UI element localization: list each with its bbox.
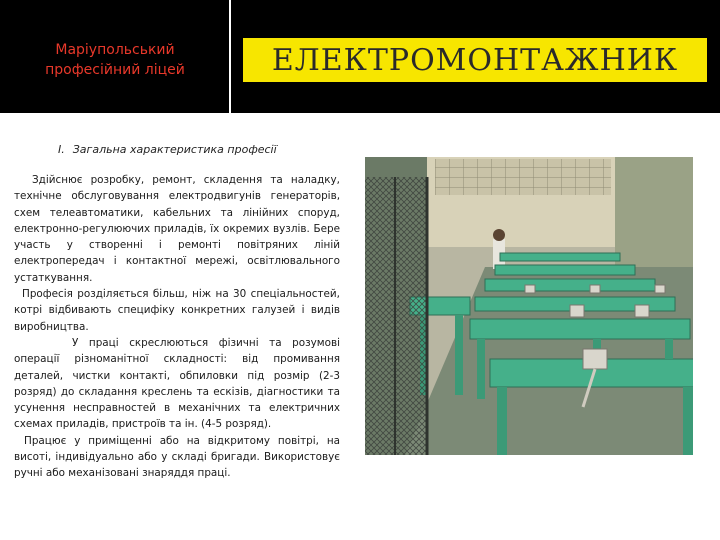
paragraph: Здійснює розробку, ремонт, складення та наладку, технічне обслуговування електродвигунів генераторів, схем телеавтоматики, кабельних та лінійних споруд, електронно-регулюючих приладів, їх окремих вузлів. Бере участь у створенні і ремонті повітряних ліній електропередач і контактної мережі, освітлювального устаткування.	[14, 174, 340, 284]
workshop-photo	[365, 157, 693, 455]
header-bar	[0, 0, 720, 113]
section-number: I.	[58, 143, 65, 156]
paragraph: Працює у приміщенні або на відкритому повітрі, на висоті, індивідуально або у складі бригади. Використовує ручні або механізовані знаряддя праці.	[14, 434, 340, 480]
school-name-line2: професійний ліцей	[45, 62, 185, 78]
description-text	[14, 172, 340, 482]
title-banner	[243, 38, 707, 82]
workshop-illustration	[365, 157, 693, 455]
school-name	[10, 40, 220, 80]
header-divider	[229, 0, 231, 113]
section-title: Загальна характеристика професії	[72, 143, 277, 156]
page-title: ЕЛЕКТРОМОНТАЖНИК	[271, 42, 679, 78]
section-heading	[58, 143, 277, 156]
paragraph: У праці скреслюються фізичні та розумові операції різноманітної складності: від промивання деталей, чистки контакті, обпиловки під розмір (2-3 розряд) до складання креслень та ескізів, діагностики та усунення несправностей в механічних та електричних схемах приладів, пристроїв та ін. (4-5 розряд).	[14, 336, 340, 431]
school-name-line1: Маріупольський	[55, 42, 175, 58]
paragraph: Професія розділяється більш, ніж на 30 спеціальностей, котрі відбивають специфіку конкретних галузей і видів виробництва.	[14, 288, 340, 333]
